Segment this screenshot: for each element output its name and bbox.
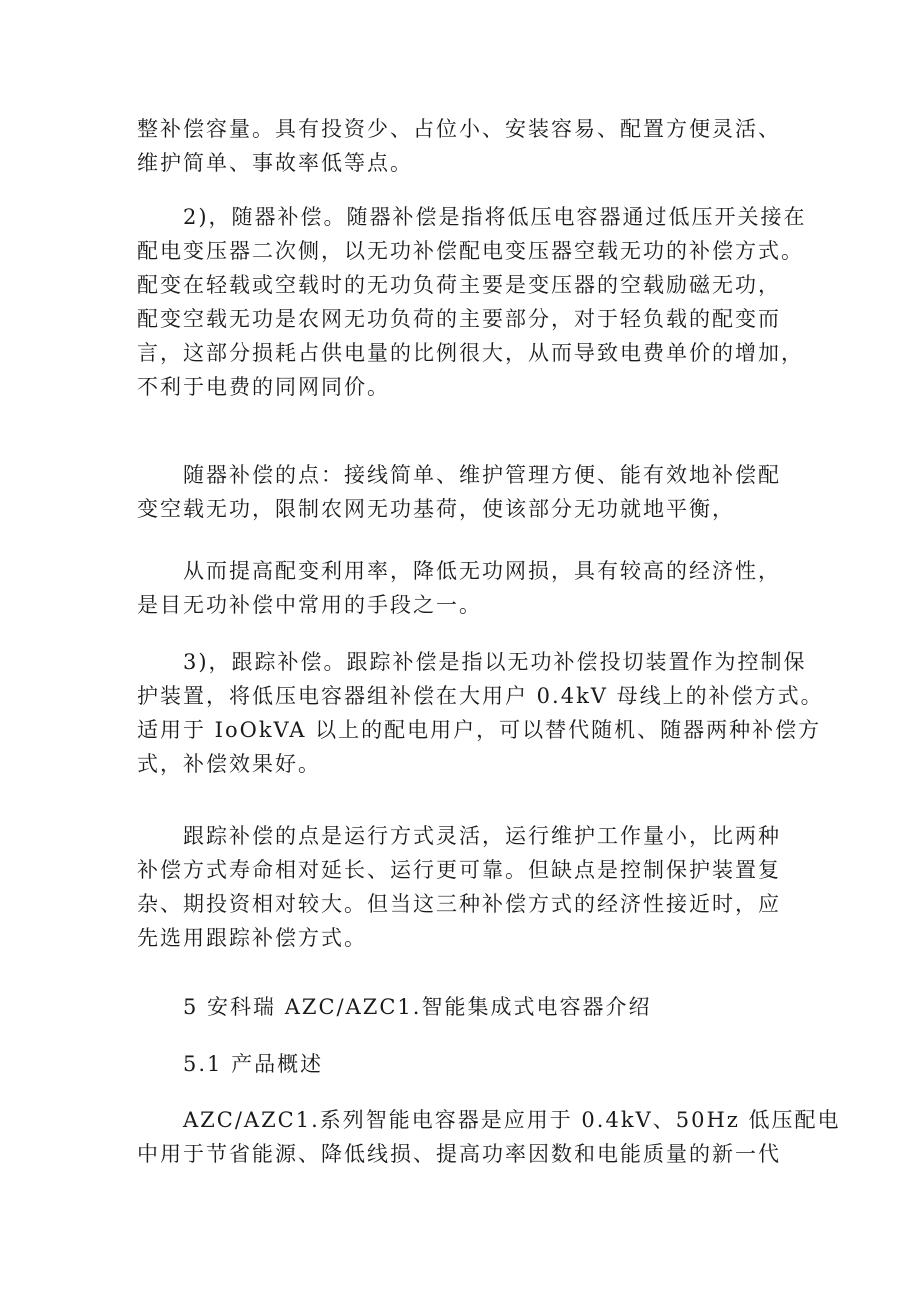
- text-line: 不利于电费的同网同价。: [137, 375, 390, 399]
- text-line: 中用于节省能源、降低线损、提高功率因数和电能质量的新一代: [137, 1142, 781, 1166]
- text-line: 随器补偿的点：接线简单、维护管理方便、能有效地补偿配: [183, 463, 781, 487]
- text-line: 变空载无功，限制农网无功基荷，使该部分无功就地平衡，: [137, 497, 735, 521]
- text-line: 杂、期投资相对较大。但当这三种补偿方式的经济性接近时，应: [137, 892, 781, 916]
- text-line: 整补偿容量。具有投资少、占位小、安装容易、配置方便灵活、: [137, 117, 781, 141]
- paragraph-transformer-compensation: [137, 200, 807, 404]
- text-line: 维护简单、事故率低等点。: [137, 151, 413, 175]
- text-line: 配变空载无功是农网无功负荷的主要部分，对于轻负载的配变而: [137, 307, 781, 331]
- paragraph-product-overview: [137, 1103, 841, 1171]
- heading-text: 5.1 产品概述: [183, 1052, 324, 1076]
- text-line: 是目无功补偿中常用的手段之一。: [137, 593, 482, 617]
- text-line: 2)，随器补偿。随器补偿是指将低压电容器通过低压开关接在: [183, 205, 807, 229]
- paragraph-tracking-compensation: [137, 645, 824, 781]
- text-line: 言，这部分损耗占供电量的比例很大，从而导致电费单价的增加，: [137, 341, 804, 365]
- paragraph-transformer-benefits: [137, 554, 807, 622]
- heading-text: 5 安科瑞 AZC/AZC1.智能集成式电容器介绍: [183, 995, 652, 1019]
- text-line: 式，补偿效果好。: [137, 752, 321, 776]
- text-line: 从而提高配变利用率，降低无功网损，具有较高的经济性，: [183, 559, 781, 583]
- text-line: 跟踪补偿的点是运行方式灵活，运行维护工作量小，比两种: [183, 824, 781, 848]
- paragraph-continuation: [137, 112, 807, 180]
- paragraph-transformer-advantages: [137, 458, 807, 526]
- text-line: 先选用跟踪补偿方式。: [137, 926, 367, 950]
- text-line: 配电变压器二次侧，以无功补偿配电变压器空载无功的补偿方式。: [137, 239, 804, 263]
- section-heading: [137, 990, 807, 1024]
- text-line: 配变在轻载或空载时的无功负荷主要是变压器的空载励磁无功，: [137, 273, 781, 297]
- subsection-heading: [137, 1047, 807, 1081]
- paragraph-tracking-advantages: [137, 819, 807, 955]
- text-line: 3)，跟踪补偿。跟踪补偿是指以无功补偿投切装置作为控制保: [183, 650, 807, 674]
- text-line: 补偿方式寿命相对延长、运行更可靠。但缺点是控制保护装置复: [137, 858, 781, 882]
- text-line: 护装置，将低压电容器组补偿在大用户 0.4kV 母线上的补偿方式。: [137, 684, 824, 708]
- text-line: AZC/AZC1.系列智能电容器是应用于 0.4kV、50Hz 低压配电: [183, 1108, 841, 1132]
- text-line: 适用于 IoOkVA 以上的配电用户，可以替代随机、随器两种补偿方: [137, 718, 822, 742]
